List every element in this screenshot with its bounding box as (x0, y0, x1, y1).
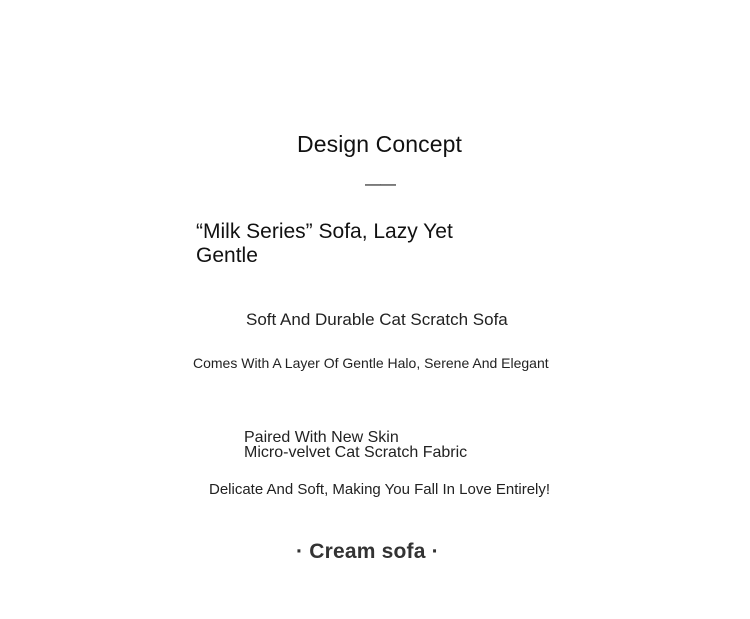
fabric-line-1: Paired With New Skin (244, 429, 399, 446)
subtitle-delicate: Delicate And Soft, Making You Fall In Love Entirely! (209, 481, 551, 498)
subtitle-halo: Comes With A Layer Of Gentle Halo, Serene And Elegant (193, 355, 549, 371)
title-divider: —— (365, 176, 395, 193)
headline: “Milk Series” Sofa, Lazy Yet Gentle (196, 220, 453, 267)
product-label: · Cream sofa · (296, 540, 439, 563)
fabric-line-2: Micro-velvet Cat Scratch Fabric (244, 444, 468, 461)
section-title: Design Concept (297, 131, 463, 157)
subtitle-durable: Soft And Durable Cat Scratch Sofa (246, 310, 508, 329)
fabric-description (244, 430, 467, 460)
